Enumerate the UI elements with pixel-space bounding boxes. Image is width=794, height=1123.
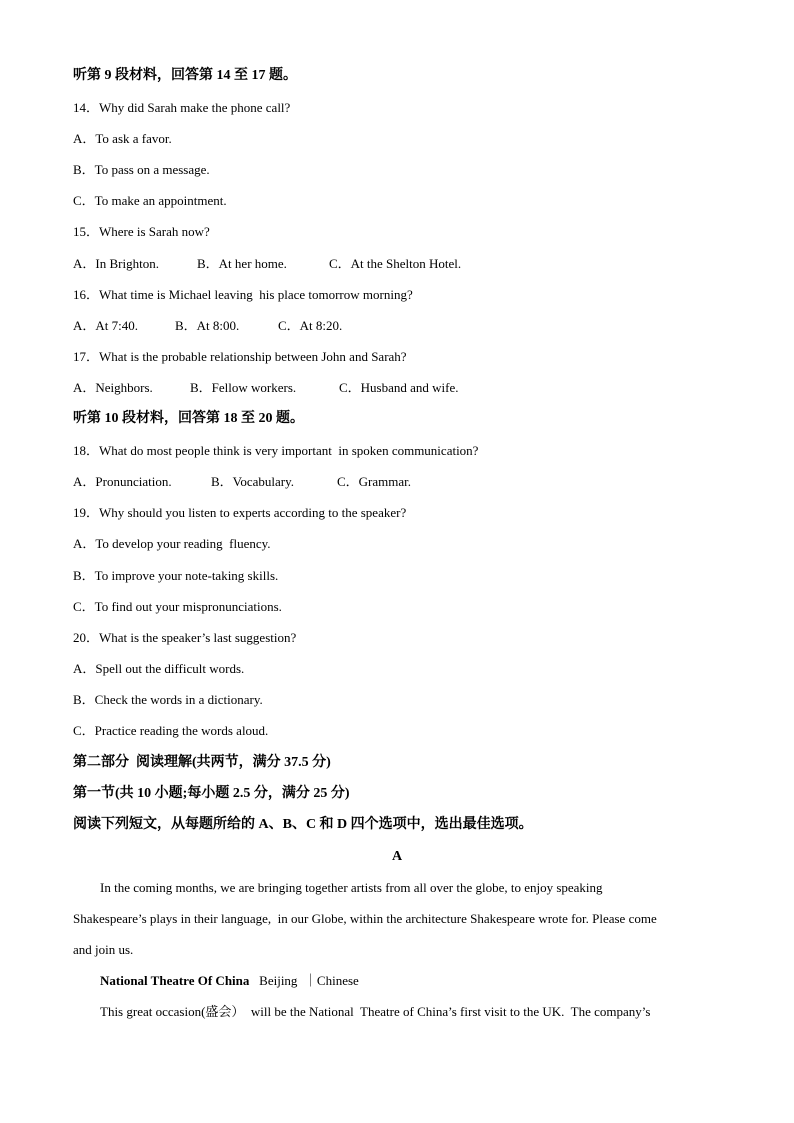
q19-option-a: A．To develop your reading fluency. [73,536,271,551]
intro-line-2: Shakespeare’s plays in their language, in our Globe, within the architecture Shakespeare wrote for. Please come [73,911,657,926]
q17-option-c: C．Husband and wife. [339,380,459,395]
intro-line-3: and join us. [73,942,134,957]
q19-option-b: B．To improve your note-taking skills. [73,568,279,583]
q18-option-c: C．Grammar. [337,474,412,489]
q18-stem: 18．What do most people think is very important in spoken communication? [73,443,479,458]
q18-option-b: B．Vocabulary. [211,474,295,489]
q14-option-c: C．To make an appointment. [73,193,227,208]
q15-option-b: B．At her home. [197,256,287,271]
q14-option-a: A．To ask a favor. [73,131,172,146]
q19-stem: 19．Why should you listen to experts according to the speaker? [73,505,407,520]
q20-option-b: B．Check the words in a dictionary. [73,692,263,707]
intro-line-1: In the coming months, we are bringing together artists from all over the globe, to enjoy speaking [100,880,603,895]
q14-option-b: B．To pass on a message. [73,162,210,177]
q17-option-b: B．Fellow workers. [190,380,297,395]
body-line-1: This great occasion(盛会） will be the National Theatre of China’s first visit to the UK. The company’s [100,1004,651,1019]
section10-heading: 听第 10 段材料，回答第 18 至 20 题。 [73,411,304,426]
q17-stem: 17．What is the probable relationship between John and Sarah? [73,349,407,364]
q20-option-a: A．Spell out the difficult words. [73,661,245,676]
q16-option-b: B．At 8:00. [175,318,240,333]
q16-option-c: C．At 8:20. [278,318,343,333]
q18-option-a: A．Pronunciation. [73,474,172,489]
theatre-name: National Theatre Of China [100,973,250,988]
theatre-meta: Beijing ｜Chinese [249,973,359,988]
part2-heading: 第二部分 阅读理解(共两节，满分 37.5 分) [73,755,331,770]
q20-option-c: C．Practice reading the words aloud. [73,723,269,738]
q15-option-a: A．In Brighton. [73,256,159,271]
q20-stem: 20．What is the speaker’s last suggestion? [73,630,297,645]
section1-heading: 第一节(共 10 小题;每小题 2.5 分，满分 25 分) [73,786,350,801]
theatre-heading [100,972,359,990]
q16-stem: 16．What time is Michael leaving his place tomorrow morning? [73,287,413,302]
q17-option-a: A．Neighbors. [73,380,153,395]
q19-option-c: C．To find out your mispronunciations. [73,599,282,614]
q15-option-c: C．At the Shelton Hotel. [329,256,462,271]
passage-label: A [391,849,403,864]
reading-instructions: 阅读下列短文，从每题所给的 A、B、C 和 D 四个选项中，选出最佳选项。 [73,817,533,832]
q15-stem: 15．Where is Sarah now? [73,224,210,239]
q16-option-a: A．At 7:40. [73,318,139,333]
q14-stem: 14．Why did Sarah make the phone call? [73,100,291,115]
section9-heading: 听第 9 段材料，回答第 14 至 17 题。 [73,68,297,83]
